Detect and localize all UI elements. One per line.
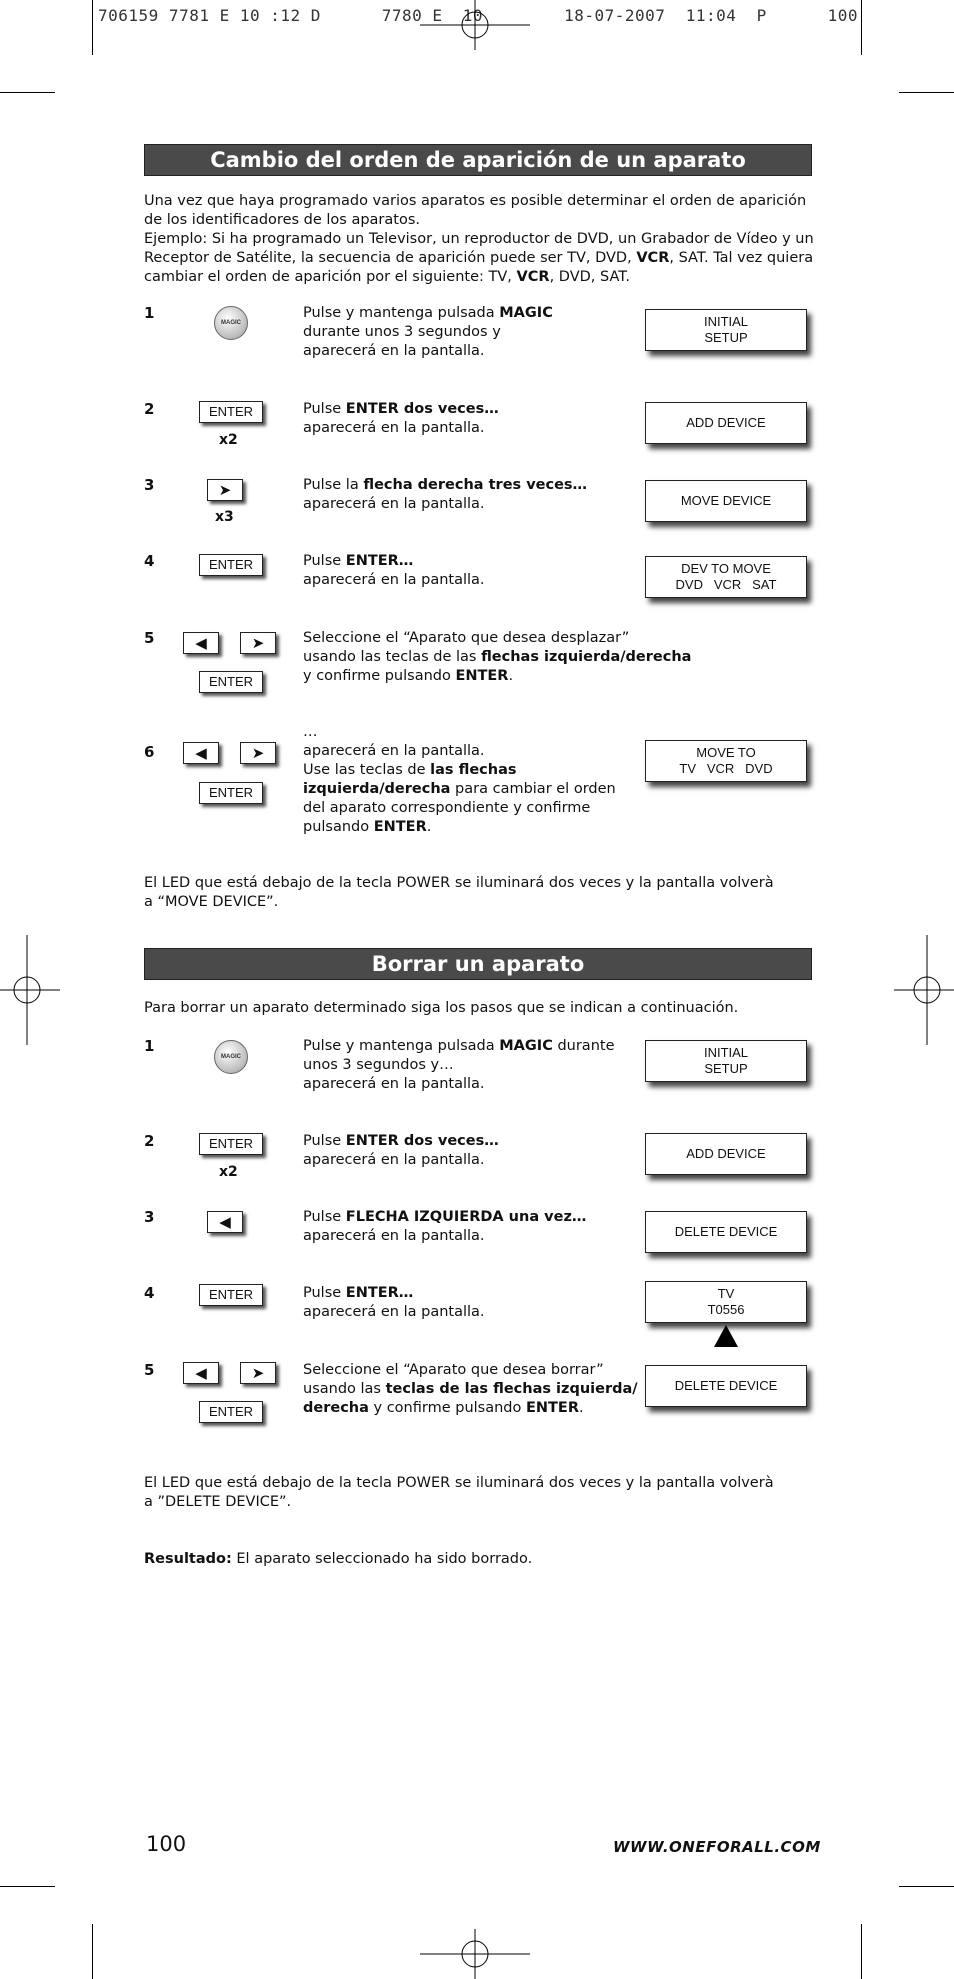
- print-page-ref: 10: [462, 6, 484, 25]
- step-number: 6: [144, 743, 155, 761]
- step-text: Pulse y mantenga pulsada MAGIC durante unos 3 segundos y aparecerá en la pantalla.: [303, 305, 553, 359]
- arrow-right-icon: ➤: [240, 742, 276, 764]
- crop-mark: [899, 1886, 954, 1887]
- lcd-display: [645, 480, 807, 522]
- result-label: Resultado:: [144, 1551, 232, 1567]
- step-number: 2: [144, 1132, 155, 1150]
- lcd-display: [645, 1040, 807, 1082]
- page-number: 100: [146, 1832, 187, 1856]
- result-note: [144, 1550, 814, 1569]
- step-text: Pulse FLECHA IZQUIERDA una vez… aparecerá en la pantalla.: [303, 1209, 587, 1244]
- pointer-arrow-icon: [714, 1325, 738, 1347]
- enter-button-icon: ENTER: [199, 554, 263, 576]
- step-text: Pulse ENTER… aparecerá en la pantalla.: [303, 553, 485, 588]
- print-code-2: 7780 E: [381, 6, 443, 25]
- lcd-line: ADD DEVICE: [686, 415, 766, 430]
- magic-button-icon: MAGIC: [214, 1040, 248, 1074]
- registration-mark-icon: [420, 1929, 530, 1979]
- lcd-display: [645, 1365, 807, 1407]
- lcd-display: [645, 1211, 807, 1253]
- arrow-right-icon: ➤: [207, 479, 243, 501]
- print-datetime: 18-07-2007 11:04 P: [564, 6, 767, 25]
- crop-mark: [92, 0, 93, 55]
- step-text: Pulse ENTER dos veces… aparecerá en la pantalla.: [303, 401, 499, 436]
- step-text: Seleccione el “Aparato que desea desplazar” usando las teclas de las flechas izquierda/derecha y confirme pulsando ENTER.: [303, 630, 692, 684]
- section-intro: Para borrar un aparato determinado siga los pasos que se indican a continuación.: [144, 1000, 739, 1016]
- step-number: 1: [144, 1037, 155, 1055]
- lcd-line: SETUP: [704, 1061, 748, 1076]
- lcd-line: MOVE DEVICE: [680, 493, 772, 508]
- step-text: Pulse la flecha derecha tres veces… aparecerá en la pantalla.: [303, 477, 588, 512]
- crop-mark: [0, 92, 55, 93]
- lcd-line: DEV TO MOVE: [681, 561, 771, 576]
- arrow-left-icon: ◀: [207, 1211, 243, 1233]
- step-number: 1: [144, 304, 155, 322]
- repeat-count: x3: [215, 509, 234, 525]
- lcd-line: ADD DEVICE: [686, 1146, 766, 1161]
- enter-button-icon: ENTER: [199, 1133, 263, 1155]
- step-text: … aparecerá en la pantalla. Use las teclas de las flechas izquierda/derecha para cambiar el orden del aparato correspondiente y confirme pulsando ENTER.: [303, 724, 616, 835]
- lcd-display: [645, 402, 807, 444]
- lcd-line: DELETE DEVICE: [674, 1378, 778, 1393]
- lcd-display: [645, 556, 807, 598]
- step-number: 4: [144, 552, 155, 570]
- repeat-count: x2: [219, 432, 238, 448]
- registration-mark-icon: [0, 935, 60, 1045]
- lcd-line: MOVE TO: [696, 745, 756, 760]
- result-text: El aparato seleccionado ha sido borrado.: [231, 1551, 533, 1567]
- arrow-right-icon: ➤: [240, 632, 276, 654]
- crop-mark: [861, 0, 862, 55]
- lcd-line: DELETE DEVICE: [674, 1224, 778, 1239]
- arrow-right-icon: ➤: [240, 1362, 276, 1384]
- section-intro: Una vez que haya programado varios aparatos es posible determinar el orden de aparición de los identificadores de los aparatos. Ejemplo: Si ha programado un Televisor, un reproductor de DVD, un Grabador de Vídeo y un Receptor de Satélite, la secuencia de aparición puede ser TV, DVD, VCR, SAT. Tal vez quiera cambiar el orden de aparición por el siguiente: TV, VCR, DVD, SAT.: [144, 193, 814, 285]
- section-title: Cambio del orden de aparición de un aparato: [144, 144, 812, 176]
- step-number: 3: [144, 476, 155, 494]
- enter-button-icon: ENTER: [199, 1284, 263, 1306]
- crop-mark: [0, 1886, 55, 1887]
- enter-button-icon: ENTER: [199, 782, 263, 804]
- website-logo: WWW.ONEFORALL.COM: [613, 1838, 821, 1856]
- arrow-left-icon: ◀: [183, 1362, 219, 1384]
- lcd-line: SETUP: [704, 330, 748, 345]
- step-number: 3: [144, 1208, 155, 1226]
- lcd-line: DVD VCR SAT: [675, 577, 777, 592]
- lcd-display: [645, 740, 807, 782]
- enter-button-icon: ENTER: [199, 671, 263, 693]
- section-footer-note: El LED que está debajo de la tecla POWER se iluminará dos veces y la pantalla volverà a ”DELETE DEVICE”.: [144, 1475, 774, 1510]
- print-page-number: 100: [827, 6, 858, 25]
- enter-button-icon: ENTER: [199, 1401, 263, 1423]
- step-text: Pulse ENTER… aparecerá en la pantalla.: [303, 1285, 485, 1320]
- arrow-left-icon: ◀: [183, 632, 219, 654]
- magic-button-icon: MAGIC: [214, 306, 248, 340]
- step-number: 5: [144, 629, 155, 647]
- lcd-display: [645, 1281, 807, 1323]
- print-code-1: 706159 7781 E 10 :12 D: [98, 6, 321, 25]
- repeat-count: x2: [219, 1164, 238, 1180]
- step-text: Pulse ENTER dos veces… aparecerá en la pantalla.: [303, 1133, 499, 1168]
- step-text: Pulse y mantenga pulsada MAGIC durante unos 3 segundos y… aparecerá en la pantalla.: [303, 1038, 615, 1092]
- lcd-display: [645, 1133, 807, 1175]
- lcd-display: [645, 309, 807, 351]
- lcd-line: INITIAL: [703, 314, 749, 329]
- registration-mark-icon: [894, 935, 954, 1045]
- registration-mark-icon: [420, 0, 530, 50]
- crop-mark: [899, 92, 954, 93]
- step-text: Seleccione el “Aparato que desea borrar” usando las teclas de las flechas izquierda/ derecha y confirme pulsando ENTER.: [303, 1362, 638, 1416]
- enter-button-icon: ENTER: [199, 401, 263, 423]
- section-title: Borrar un aparato: [144, 948, 812, 980]
- section-footer-note: El LED que está debajo de la tecla POWER se iluminará dos veces y la pantalla volverà a “MOVE DEVICE”.: [144, 875, 774, 910]
- lcd-line: TV VCR DVD: [679, 761, 773, 776]
- lcd-line: TV: [717, 1286, 735, 1301]
- lcd-line: T0556: [707, 1302, 745, 1317]
- step-number: 4: [144, 1284, 155, 1302]
- step-number: 5: [144, 1361, 155, 1379]
- arrow-left-icon: ◀: [183, 742, 219, 764]
- step-number: 2: [144, 400, 155, 418]
- lcd-line: INITIAL: [703, 1045, 749, 1060]
- crop-mark: [861, 1924, 862, 1979]
- crop-mark: [92, 1924, 93, 1979]
